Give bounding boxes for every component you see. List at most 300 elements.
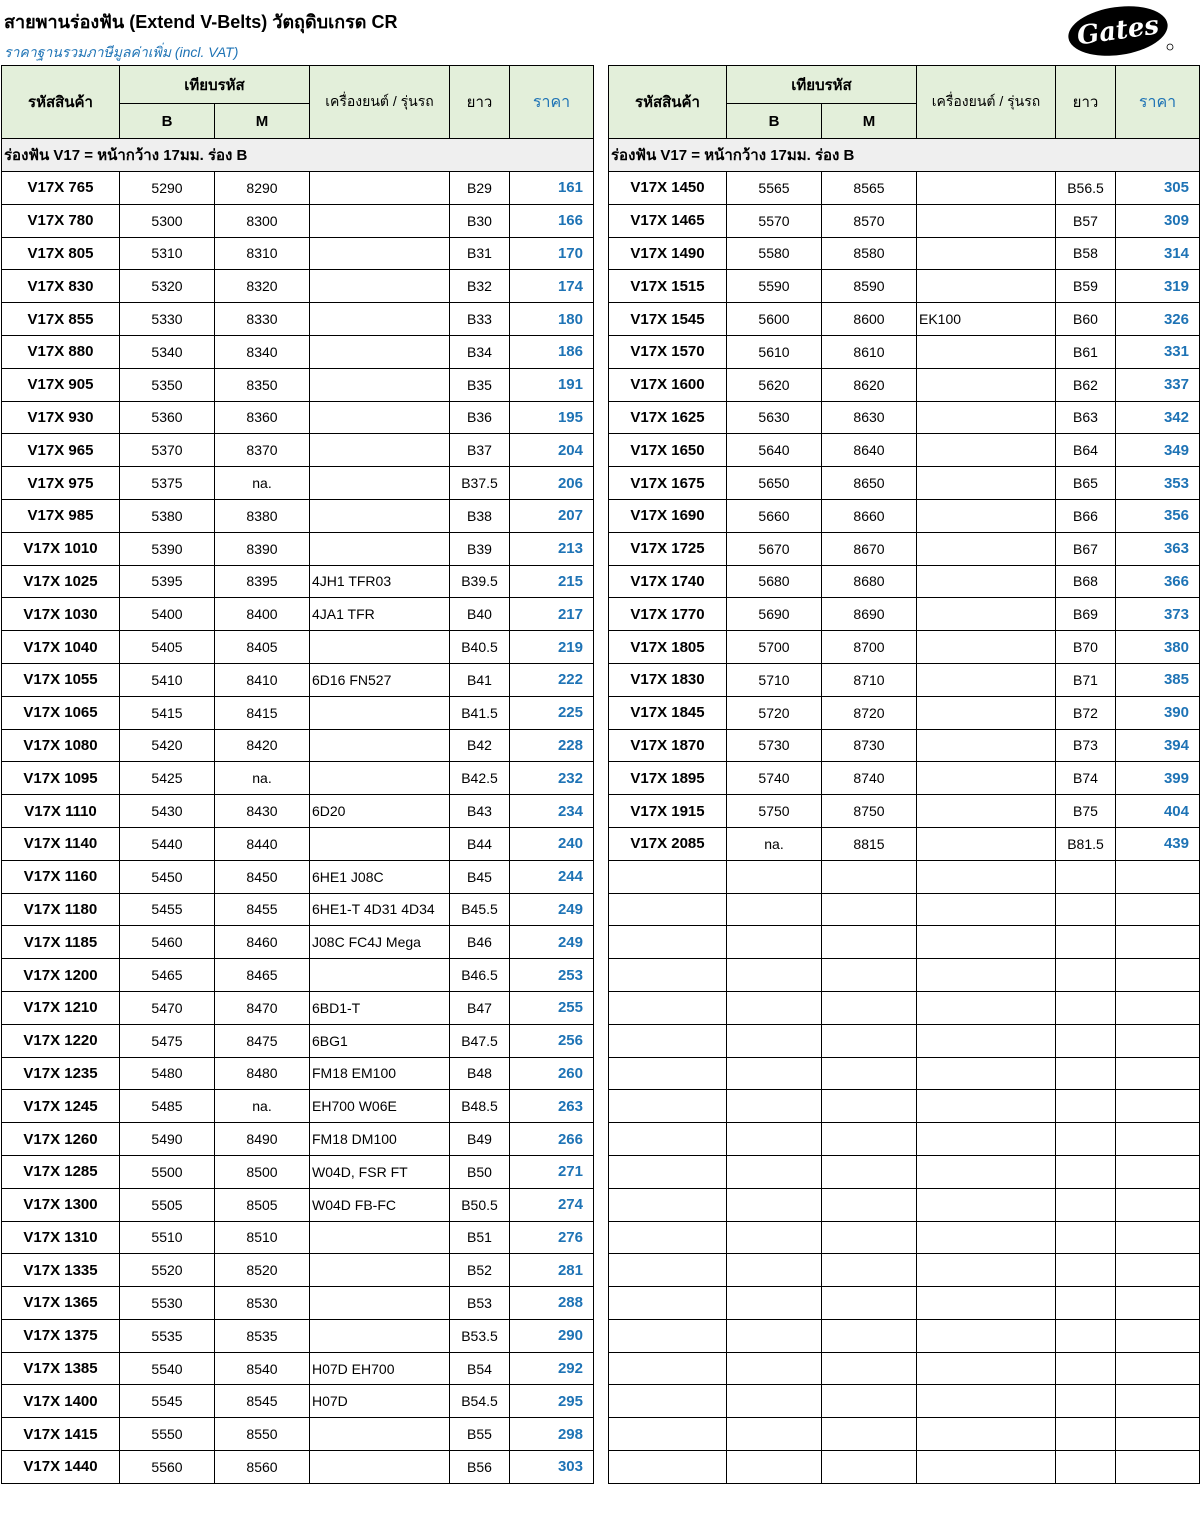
engine-model-cell <box>310 696 450 729</box>
code-b-cell: 5405 <box>120 631 215 664</box>
price-cell: 249 <box>510 926 594 959</box>
length-cell: B49 <box>450 1123 510 1156</box>
length-cell: B44 <box>450 827 510 860</box>
page-title: สายพานร่องฟัน (Extend V-Belts) วัตถุดิบเกรด CR <box>4 12 398 32</box>
product-code-cell: V17X 1300 <box>2 1188 120 1221</box>
section-label: ร่องฟัน V17 = หน้ากว้าง 17มม. ร่อง B <box>609 139 1200 172</box>
engine-model-cell <box>310 368 450 401</box>
code-b-cell: 5425 <box>120 762 215 795</box>
table-row <box>609 762 1200 795</box>
length-cell: B46.5 <box>450 959 510 992</box>
engine-model-cell <box>917 696 1056 729</box>
product-code-cell: V17X 1490 <box>609 237 727 270</box>
price-cell: 439 <box>1116 827 1200 860</box>
code-b-cell: 5480 <box>120 1057 215 1090</box>
code-m-cell <box>822 1090 917 1123</box>
price-cell: 253 <box>510 959 594 992</box>
product-code-cell: V17X 1310 <box>2 1221 120 1254</box>
price-cell: 174 <box>510 270 594 303</box>
price-cell: 394 <box>1116 729 1200 762</box>
length-cell: B68 <box>1056 565 1116 598</box>
logo-text: Gates <box>1075 10 1161 52</box>
length-cell: B66 <box>1056 499 1116 532</box>
length-cell: B32 <box>450 270 510 303</box>
table-row <box>2 467 594 500</box>
table-row <box>2 663 594 696</box>
code-b-cell: 5490 <box>120 1123 215 1156</box>
code-m-cell: na. <box>215 467 310 500</box>
product-code-cell: V17X 1375 <box>2 1319 120 1352</box>
product-code-cell: V17X 1725 <box>609 532 727 565</box>
table-row <box>609 172 1200 205</box>
code-m-cell: 8380 <box>215 499 310 532</box>
code-b-cell: 5460 <box>120 926 215 959</box>
code-b-cell <box>727 1057 822 1090</box>
table-row <box>2 499 594 532</box>
product-code-cell: V17X 1450 <box>609 172 727 205</box>
engine-model-cell <box>310 434 450 467</box>
price-cell: 256 <box>510 1024 594 1057</box>
price-cell: 274 <box>510 1188 594 1221</box>
code-b-cell: 5740 <box>727 762 822 795</box>
engine-model-cell <box>310 827 450 860</box>
code-m-cell: 8620 <box>822 368 917 401</box>
length-cell: B55 <box>450 1418 510 1451</box>
product-code-cell: V17X 1210 <box>2 991 120 1024</box>
product-code-cell <box>609 1057 727 1090</box>
length-cell: B52 <box>450 1254 510 1287</box>
price-cell <box>1116 1319 1200 1352</box>
code-b-cell: 5310 <box>120 237 215 270</box>
price-cell <box>1116 1385 1200 1418</box>
code-m-cell: 8650 <box>822 467 917 500</box>
price-cell <box>1116 1254 1200 1287</box>
code-m-cell <box>822 926 917 959</box>
code-b-cell: 5400 <box>120 598 215 631</box>
table-row <box>609 959 1200 992</box>
price-cell: 204 <box>510 434 594 467</box>
code-m-cell <box>822 1024 917 1057</box>
length-cell: B48.5 <box>450 1090 510 1123</box>
code-m-cell: 8730 <box>822 729 917 762</box>
table-row <box>2 1123 594 1156</box>
engine-model-cell <box>917 565 1056 598</box>
engine-model-cell <box>917 1287 1056 1320</box>
engine-model-cell <box>917 598 1056 631</box>
product-code-cell: V17X 1770 <box>609 598 727 631</box>
price-cell: 363 <box>1116 532 1200 565</box>
product-code-cell <box>609 1221 727 1254</box>
code-b-cell: 5600 <box>727 303 822 336</box>
code-m-cell: 8560 <box>215 1451 310 1484</box>
length-cell <box>1056 1352 1116 1385</box>
table-row <box>2 860 594 893</box>
code-m-cell: 8750 <box>822 795 917 828</box>
engine-model-cell: EK100 <box>917 303 1056 336</box>
engine-model-cell <box>310 1319 450 1352</box>
engine-model-cell <box>917 959 1056 992</box>
code-m-cell: 8690 <box>822 598 917 631</box>
code-b-cell: 5380 <box>120 499 215 532</box>
code-m-cell: 8540 <box>215 1352 310 1385</box>
code-m-cell <box>822 959 917 992</box>
engine-model-cell <box>917 1352 1056 1385</box>
code-m-cell: 8510 <box>215 1221 310 1254</box>
product-code-cell: V17X 1650 <box>609 434 727 467</box>
table-row <box>609 1418 1200 1451</box>
length-cell <box>1056 1287 1116 1320</box>
product-code-cell <box>609 926 727 959</box>
price-table-right <box>608 65 1200 1484</box>
code-m-cell: 8475 <box>215 1024 310 1057</box>
code-b-cell: 5420 <box>120 729 215 762</box>
product-code-cell: V17X 1845 <box>609 696 727 729</box>
price-cell: 390 <box>1116 696 1200 729</box>
code-m-cell: 8550 <box>215 1418 310 1451</box>
product-code-cell: V17X 805 <box>2 237 120 270</box>
table-row <box>609 1057 1200 1090</box>
code-b-cell: 5370 <box>120 434 215 467</box>
code-b-cell: 5660 <box>727 499 822 532</box>
code-m-cell: 8350 <box>215 368 310 401</box>
length-cell: B47 <box>450 991 510 1024</box>
product-code-cell <box>609 1155 727 1188</box>
price-cell: 219 <box>510 631 594 664</box>
code-m-cell: 8290 <box>215 172 310 205</box>
header-code: รหัสสินค้า <box>2 66 120 139</box>
price-cell: 207 <box>510 499 594 532</box>
gates-logo <box>1066 2 1176 57</box>
code-b-cell: 5450 <box>120 860 215 893</box>
header-engine: เครื่องยนต์ / รุ่นรถ <box>917 66 1056 139</box>
price-cell: 222 <box>510 663 594 696</box>
length-cell: B43 <box>450 795 510 828</box>
price-cell: 281 <box>510 1254 594 1287</box>
price-cell: 271 <box>510 1155 594 1188</box>
price-cell: 337 <box>1116 368 1200 401</box>
code-b-cell: 5500 <box>120 1155 215 1188</box>
table-row <box>2 926 594 959</box>
code-m-cell: 8320 <box>215 270 310 303</box>
price-cell: 295 <box>510 1385 594 1418</box>
length-cell <box>1056 1319 1116 1352</box>
price-cell <box>1116 1352 1200 1385</box>
product-code-cell <box>609 959 727 992</box>
table-row <box>2 1385 594 1418</box>
code-m-cell: 8545 <box>215 1385 310 1418</box>
table-row <box>609 532 1200 565</box>
product-code-cell: V17X 1010 <box>2 532 120 565</box>
code-b-cell <box>727 1188 822 1221</box>
table-row <box>2 893 594 926</box>
engine-model-cell <box>310 762 450 795</box>
code-b-cell <box>727 1123 822 1156</box>
code-b-cell: 5395 <box>120 565 215 598</box>
product-code-cell: V17X 1140 <box>2 827 120 860</box>
price-note: ราคาฐานรวมภาษีมูลค่าเพิ่ม (incl. VAT) <box>4 44 239 60</box>
length-cell: B41 <box>450 663 510 696</box>
table-row <box>2 1090 594 1123</box>
length-cell: B47.5 <box>450 1024 510 1057</box>
engine-model-cell <box>917 237 1056 270</box>
length-cell <box>1056 1418 1116 1451</box>
code-b-cell: 5720 <box>727 696 822 729</box>
code-b-cell: 5510 <box>120 1221 215 1254</box>
code-m-cell: 8430 <box>215 795 310 828</box>
length-cell: B30 <box>450 204 510 237</box>
engine-model-cell: FM18 DM100 <box>310 1123 450 1156</box>
length-cell: B67 <box>1056 532 1116 565</box>
code-m-cell <box>822 1287 917 1320</box>
engine-model-cell <box>917 729 1056 762</box>
code-b-cell: 5610 <box>727 335 822 368</box>
engine-model-cell <box>310 1221 450 1254</box>
product-code-cell: V17X 930 <box>2 401 120 434</box>
length-cell: B75 <box>1056 795 1116 828</box>
length-cell: B65 <box>1056 467 1116 500</box>
engine-model-cell <box>310 1287 450 1320</box>
price-cell: 228 <box>510 729 594 762</box>
price-cell: 319 <box>1116 270 1200 303</box>
code-b-cell <box>727 893 822 926</box>
product-code-cell: V17X 1830 <box>609 663 727 696</box>
header-m: M <box>215 104 310 139</box>
length-cell: B37 <box>450 434 510 467</box>
length-cell <box>1056 893 1116 926</box>
code-m-cell: 8420 <box>215 729 310 762</box>
code-b-cell: 5570 <box>727 204 822 237</box>
engine-model-cell: W04D FB-FC <box>310 1188 450 1221</box>
code-m-cell: 8340 <box>215 335 310 368</box>
length-cell <box>1056 926 1116 959</box>
engine-model-cell <box>917 467 1056 500</box>
code-b-cell: 5690 <box>727 598 822 631</box>
price-cell: 225 <box>510 696 594 729</box>
code-b-cell <box>727 1385 822 1418</box>
code-b-cell <box>727 860 822 893</box>
engine-model-cell <box>917 532 1056 565</box>
length-cell: B42.5 <box>450 762 510 795</box>
code-m-cell: 8465 <box>215 959 310 992</box>
code-b-cell <box>727 1451 822 1484</box>
code-b-cell: 5530 <box>120 1287 215 1320</box>
code-b-cell: 5710 <box>727 663 822 696</box>
product-code-cell: V17X 1080 <box>2 729 120 762</box>
product-code-cell: V17X 1030 <box>2 598 120 631</box>
price-cell: 298 <box>510 1418 594 1451</box>
length-cell: B33 <box>450 303 510 336</box>
engine-model-cell: 6HE1 J08C <box>310 860 450 893</box>
length-cell <box>1056 1451 1116 1484</box>
code-b-cell <box>727 1352 822 1385</box>
length-cell <box>1056 1123 1116 1156</box>
length-cell <box>1056 1090 1116 1123</box>
code-m-cell: 8640 <box>822 434 917 467</box>
product-code-cell <box>609 1254 727 1287</box>
price-cell: 366 <box>1116 565 1200 598</box>
code-m-cell: 8410 <box>215 663 310 696</box>
code-m-cell: 8415 <box>215 696 310 729</box>
code-b-cell: 5330 <box>120 303 215 336</box>
code-m-cell <box>822 1385 917 1418</box>
price-cell: 385 <box>1116 663 1200 696</box>
length-cell: B39 <box>450 532 510 565</box>
price-cell: 309 <box>1116 204 1200 237</box>
engine-model-cell <box>917 335 1056 368</box>
price-cell: 404 <box>1116 795 1200 828</box>
product-code-cell <box>609 1024 727 1057</box>
header-compare: เทียบรหัส <box>727 66 917 104</box>
length-cell <box>1056 1254 1116 1287</box>
length-cell: B73 <box>1056 729 1116 762</box>
engine-model-cell <box>310 204 450 237</box>
table-row <box>609 926 1200 959</box>
code-m-cell <box>822 1188 917 1221</box>
code-m-cell: 8310 <box>215 237 310 270</box>
length-cell: B71 <box>1056 663 1116 696</box>
code-b-cell: 5475 <box>120 1024 215 1057</box>
product-code-cell: V17X 1440 <box>2 1451 120 1484</box>
header-length: ยาว <box>450 66 510 139</box>
code-m-cell: 8400 <box>215 598 310 631</box>
length-cell: B74 <box>1056 762 1116 795</box>
table-row <box>609 1188 1200 1221</box>
code-m-cell: 8700 <box>822 631 917 664</box>
table-row <box>2 762 594 795</box>
product-code-cell: V17X 1415 <box>2 1418 120 1451</box>
length-cell: B57 <box>1056 204 1116 237</box>
code-b-cell: 5630 <box>727 401 822 434</box>
product-code-cell <box>609 860 727 893</box>
engine-model-cell <box>917 401 1056 434</box>
product-code-cell: V17X 905 <box>2 368 120 401</box>
price-cell: 180 <box>510 303 594 336</box>
table-row <box>2 729 594 762</box>
code-m-cell: 8395 <box>215 565 310 598</box>
code-b-cell: 5320 <box>120 270 215 303</box>
product-code-cell: V17X 1260 <box>2 1123 120 1156</box>
code-m-cell <box>822 1319 917 1352</box>
length-cell <box>1056 1155 1116 1188</box>
product-code-cell: V17X 830 <box>2 270 120 303</box>
length-cell: B50 <box>450 1155 510 1188</box>
product-code-cell: V17X 1690 <box>609 499 727 532</box>
code-b-cell: 5680 <box>727 565 822 598</box>
length-cell: B50.5 <box>450 1188 510 1221</box>
code-m-cell <box>822 1451 917 1484</box>
price-cell: 356 <box>1116 499 1200 532</box>
engine-model-cell <box>917 1254 1056 1287</box>
table-row <box>609 991 1200 1024</box>
price-cell <box>1116 1123 1200 1156</box>
price-cell <box>1116 1155 1200 1188</box>
code-m-cell: 8815 <box>822 827 917 860</box>
engine-model-cell <box>917 1155 1056 1188</box>
code-b-cell <box>727 926 822 959</box>
code-b-cell: 5375 <box>120 467 215 500</box>
price-cell <box>1116 1221 1200 1254</box>
table-row <box>609 335 1200 368</box>
code-m-cell: 8520 <box>215 1254 310 1287</box>
product-code-cell: V17X 1065 <box>2 696 120 729</box>
code-b-cell: 5300 <box>120 204 215 237</box>
code-b-cell: 5550 <box>120 1418 215 1451</box>
product-code-cell <box>609 1188 727 1221</box>
table-row <box>609 827 1200 860</box>
table-row <box>2 303 594 336</box>
price-cell: 292 <box>510 1352 594 1385</box>
engine-model-cell: 4JH1 TFR03 <box>310 565 450 598</box>
price-cell: 186 <box>510 335 594 368</box>
length-cell: B29 <box>450 172 510 205</box>
header-m: M <box>822 104 917 139</box>
code-b-cell: 5340 <box>120 335 215 368</box>
code-m-cell <box>822 1123 917 1156</box>
table-row <box>609 434 1200 467</box>
engine-model-cell: 6HE1-T 4D31 4D34 <box>310 893 450 926</box>
code-b-cell: 5470 <box>120 991 215 1024</box>
code-m-cell: 8455 <box>215 893 310 926</box>
product-code-cell: V17X 965 <box>2 434 120 467</box>
code-b-cell: 5590 <box>727 270 822 303</box>
code-b-cell: 5415 <box>120 696 215 729</box>
length-cell: B34 <box>450 335 510 368</box>
table-row <box>609 1090 1200 1123</box>
price-cell: 217 <box>510 598 594 631</box>
code-m-cell: 8535 <box>215 1319 310 1352</box>
table-row <box>609 467 1200 500</box>
engine-model-cell: J08C FC4J Mega <box>310 926 450 959</box>
product-code-cell <box>609 1287 727 1320</box>
code-m-cell: 8680 <box>822 565 917 598</box>
product-code-cell: V17X 1095 <box>2 762 120 795</box>
code-b-cell: 5620 <box>727 368 822 401</box>
price-cell: 373 <box>1116 598 1200 631</box>
length-cell: B40.5 <box>450 631 510 664</box>
table-row <box>2 827 594 860</box>
table-row <box>2 401 594 434</box>
table-row <box>2 1418 594 1451</box>
length-cell: B59 <box>1056 270 1116 303</box>
code-m-cell <box>822 860 917 893</box>
price-cell: 349 <box>1116 434 1200 467</box>
code-m-cell: 8740 <box>822 762 917 795</box>
price-cell: 266 <box>510 1123 594 1156</box>
length-cell: B38 <box>450 499 510 532</box>
table-row <box>609 1155 1200 1188</box>
code-b-cell <box>727 1024 822 1057</box>
code-m-cell: 8300 <box>215 204 310 237</box>
length-cell: B48 <box>450 1057 510 1090</box>
length-cell: B42 <box>450 729 510 762</box>
code-b-cell: 5485 <box>120 1090 215 1123</box>
price-cell: 276 <box>510 1221 594 1254</box>
code-b-cell: 5560 <box>120 1451 215 1484</box>
product-code-cell: V17X 1025 <box>2 565 120 598</box>
table-row <box>609 1287 1200 1320</box>
product-code-cell: V17X 1675 <box>609 467 727 500</box>
length-cell <box>1056 1385 1116 1418</box>
product-code-cell: V17X 1160 <box>2 860 120 893</box>
code-m-cell <box>822 1418 917 1451</box>
price-cell <box>1116 1418 1200 1451</box>
price-cell: 215 <box>510 565 594 598</box>
product-code-cell <box>609 1352 727 1385</box>
length-cell <box>1056 1057 1116 1090</box>
table-row <box>2 1155 594 1188</box>
product-code-cell <box>609 1385 727 1418</box>
price-cell: 380 <box>1116 631 1200 664</box>
